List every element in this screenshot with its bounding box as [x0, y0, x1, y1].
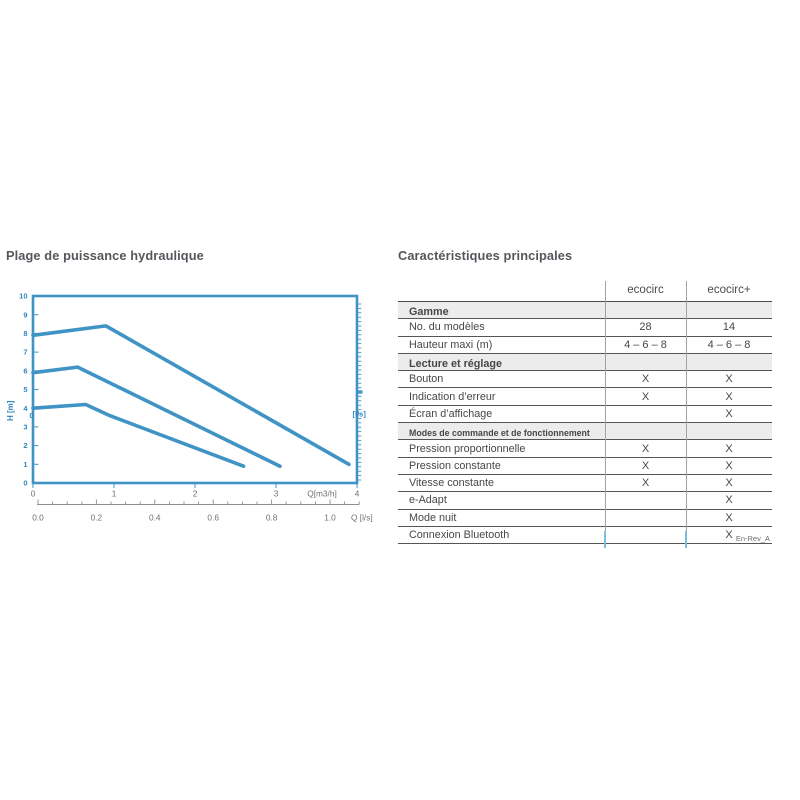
x-tick-label: 3 — [273, 488, 279, 499]
cell-ecocirc: X — [641, 390, 650, 403]
x2-tick-label: 1.0 — [324, 512, 336, 523]
chart-title: Plage de puissance hydraulique — [6, 248, 204, 263]
row-label: Écran d’affichage — [409, 407, 493, 420]
table-row — [398, 278, 772, 302]
table-row — [398, 406, 772, 423]
table-row — [398, 388, 772, 405]
pump-curve-4m — [33, 405, 244, 467]
x-tick-label: 2 — [192, 488, 198, 499]
y-tick-label: 6 — [23, 366, 28, 376]
cell-ecocirc: X — [641, 459, 650, 472]
cell-ecocirc: 4 – 6 – 8 — [624, 338, 667, 351]
cell-ecocirc+: X — [725, 407, 733, 420]
row-label: Bouton — [409, 373, 444, 386]
x2-tick-label: 0.2 — [90, 512, 103, 523]
y-tick-label: 4 — [23, 403, 28, 413]
cell-ecocirc: X — [641, 373, 650, 386]
y-tick-label: 7 — [23, 347, 28, 357]
x2-axis-title: Q [l/s] — [351, 512, 373, 523]
section-label: Modes de commande et de fonctionnement — [409, 428, 590, 439]
x-axis-title: Q[m3/h] — [307, 488, 337, 499]
table-column-divider — [686, 281, 687, 531]
x2-tick-label: 0.8 — [265, 512, 278, 523]
section-label: Gamme — [409, 306, 449, 318]
pump-curve-6m — [33, 367, 280, 466]
row-label: Hauteur maxi (m) — [409, 338, 493, 351]
section-label: Lecture et réglage — [409, 357, 503, 370]
y-tick-label: 0 — [23, 478, 28, 488]
cell-ecocirc: X — [641, 477, 650, 490]
table-row — [398, 458, 772, 475]
axis-zero-annotation: 0 — [29, 411, 34, 420]
table-row — [398, 475, 772, 492]
y-tick-label: 9 — [23, 310, 28, 320]
table-row — [398, 371, 772, 388]
row-label: Indication d’erreur — [409, 390, 496, 403]
table-title: Caractéristiques principales — [398, 248, 573, 263]
x2-tick-label: 0.4 — [149, 512, 161, 523]
x-tick-label: 4 — [354, 488, 360, 499]
y-tick-label: 8 — [23, 329, 28, 338]
cell-ecocirc+: X — [725, 390, 733, 403]
cell-ecocirc+: 4 – 6 – 8 — [707, 338, 751, 351]
y-tick-label: 3 — [23, 422, 28, 432]
pump-curve-8m — [33, 326, 349, 464]
row-label: Vitesse constante — [409, 477, 495, 490]
x2-tick-label: 0.0 — [32, 512, 44, 523]
cell-ecocirc: 28 — [639, 321, 652, 334]
feature-table — [398, 278, 772, 544]
y-tick-label: 1 — [23, 459, 28, 469]
row-label: Pression constante — [409, 459, 501, 472]
row-label: Mode nuit — [409, 511, 457, 524]
cell-ecocirc+: 14 — [722, 321, 736, 334]
table-section-row — [398, 423, 772, 440]
y-tick-label: 5 — [23, 385, 28, 395]
x-tick-label: 1 — [111, 488, 117, 499]
row-label: Pression proportionnelle — [409, 442, 526, 455]
row-label: e-Adapt — [409, 494, 447, 507]
x2-tick-label: 0.6 — [207, 512, 219, 523]
x-tick-label: 0 — [30, 488, 36, 499]
cell-ecocirc+: X — [725, 494, 733, 507]
table-row — [398, 337, 772, 354]
right-axis-label: [l/s] — [352, 409, 366, 419]
cell-ecocirc+: X — [725, 529, 733, 541]
cell-ecocirc+: X — [725, 442, 733, 455]
revision-label: En-Rev_A — [735, 534, 770, 543]
table-row — [398, 319, 772, 336]
row-label: No. du modèles — [409, 321, 485, 334]
cell-ecocirc+: ecocirc+ — [707, 283, 751, 296]
table-column-divider — [605, 281, 606, 531]
y-axis-title: H [m] — [6, 400, 15, 421]
row-label: Connexion Bluetooth — [409, 529, 510, 541]
pump-performance-chart — [0, 280, 400, 535]
cell-ecocirc+: X — [725, 459, 733, 472]
cell-ecocirc: ecocirc — [627, 283, 664, 296]
table-section-row — [398, 354, 772, 371]
cell-ecocirc+: X — [725, 373, 733, 386]
cell-ecocirc+: X — [725, 477, 733, 490]
cell-ecocirc: X — [641, 442, 650, 455]
y-tick-label: 2 — [23, 441, 28, 451]
table-row — [398, 510, 772, 527]
y-tick-label: 10 — [19, 291, 28, 301]
cell-ecocirc+: X — [725, 511, 733, 524]
table-section-row — [398, 302, 772, 319]
table-row — [398, 440, 772, 457]
table-row — [398, 492, 772, 509]
chart-frame — [33, 296, 357, 483]
